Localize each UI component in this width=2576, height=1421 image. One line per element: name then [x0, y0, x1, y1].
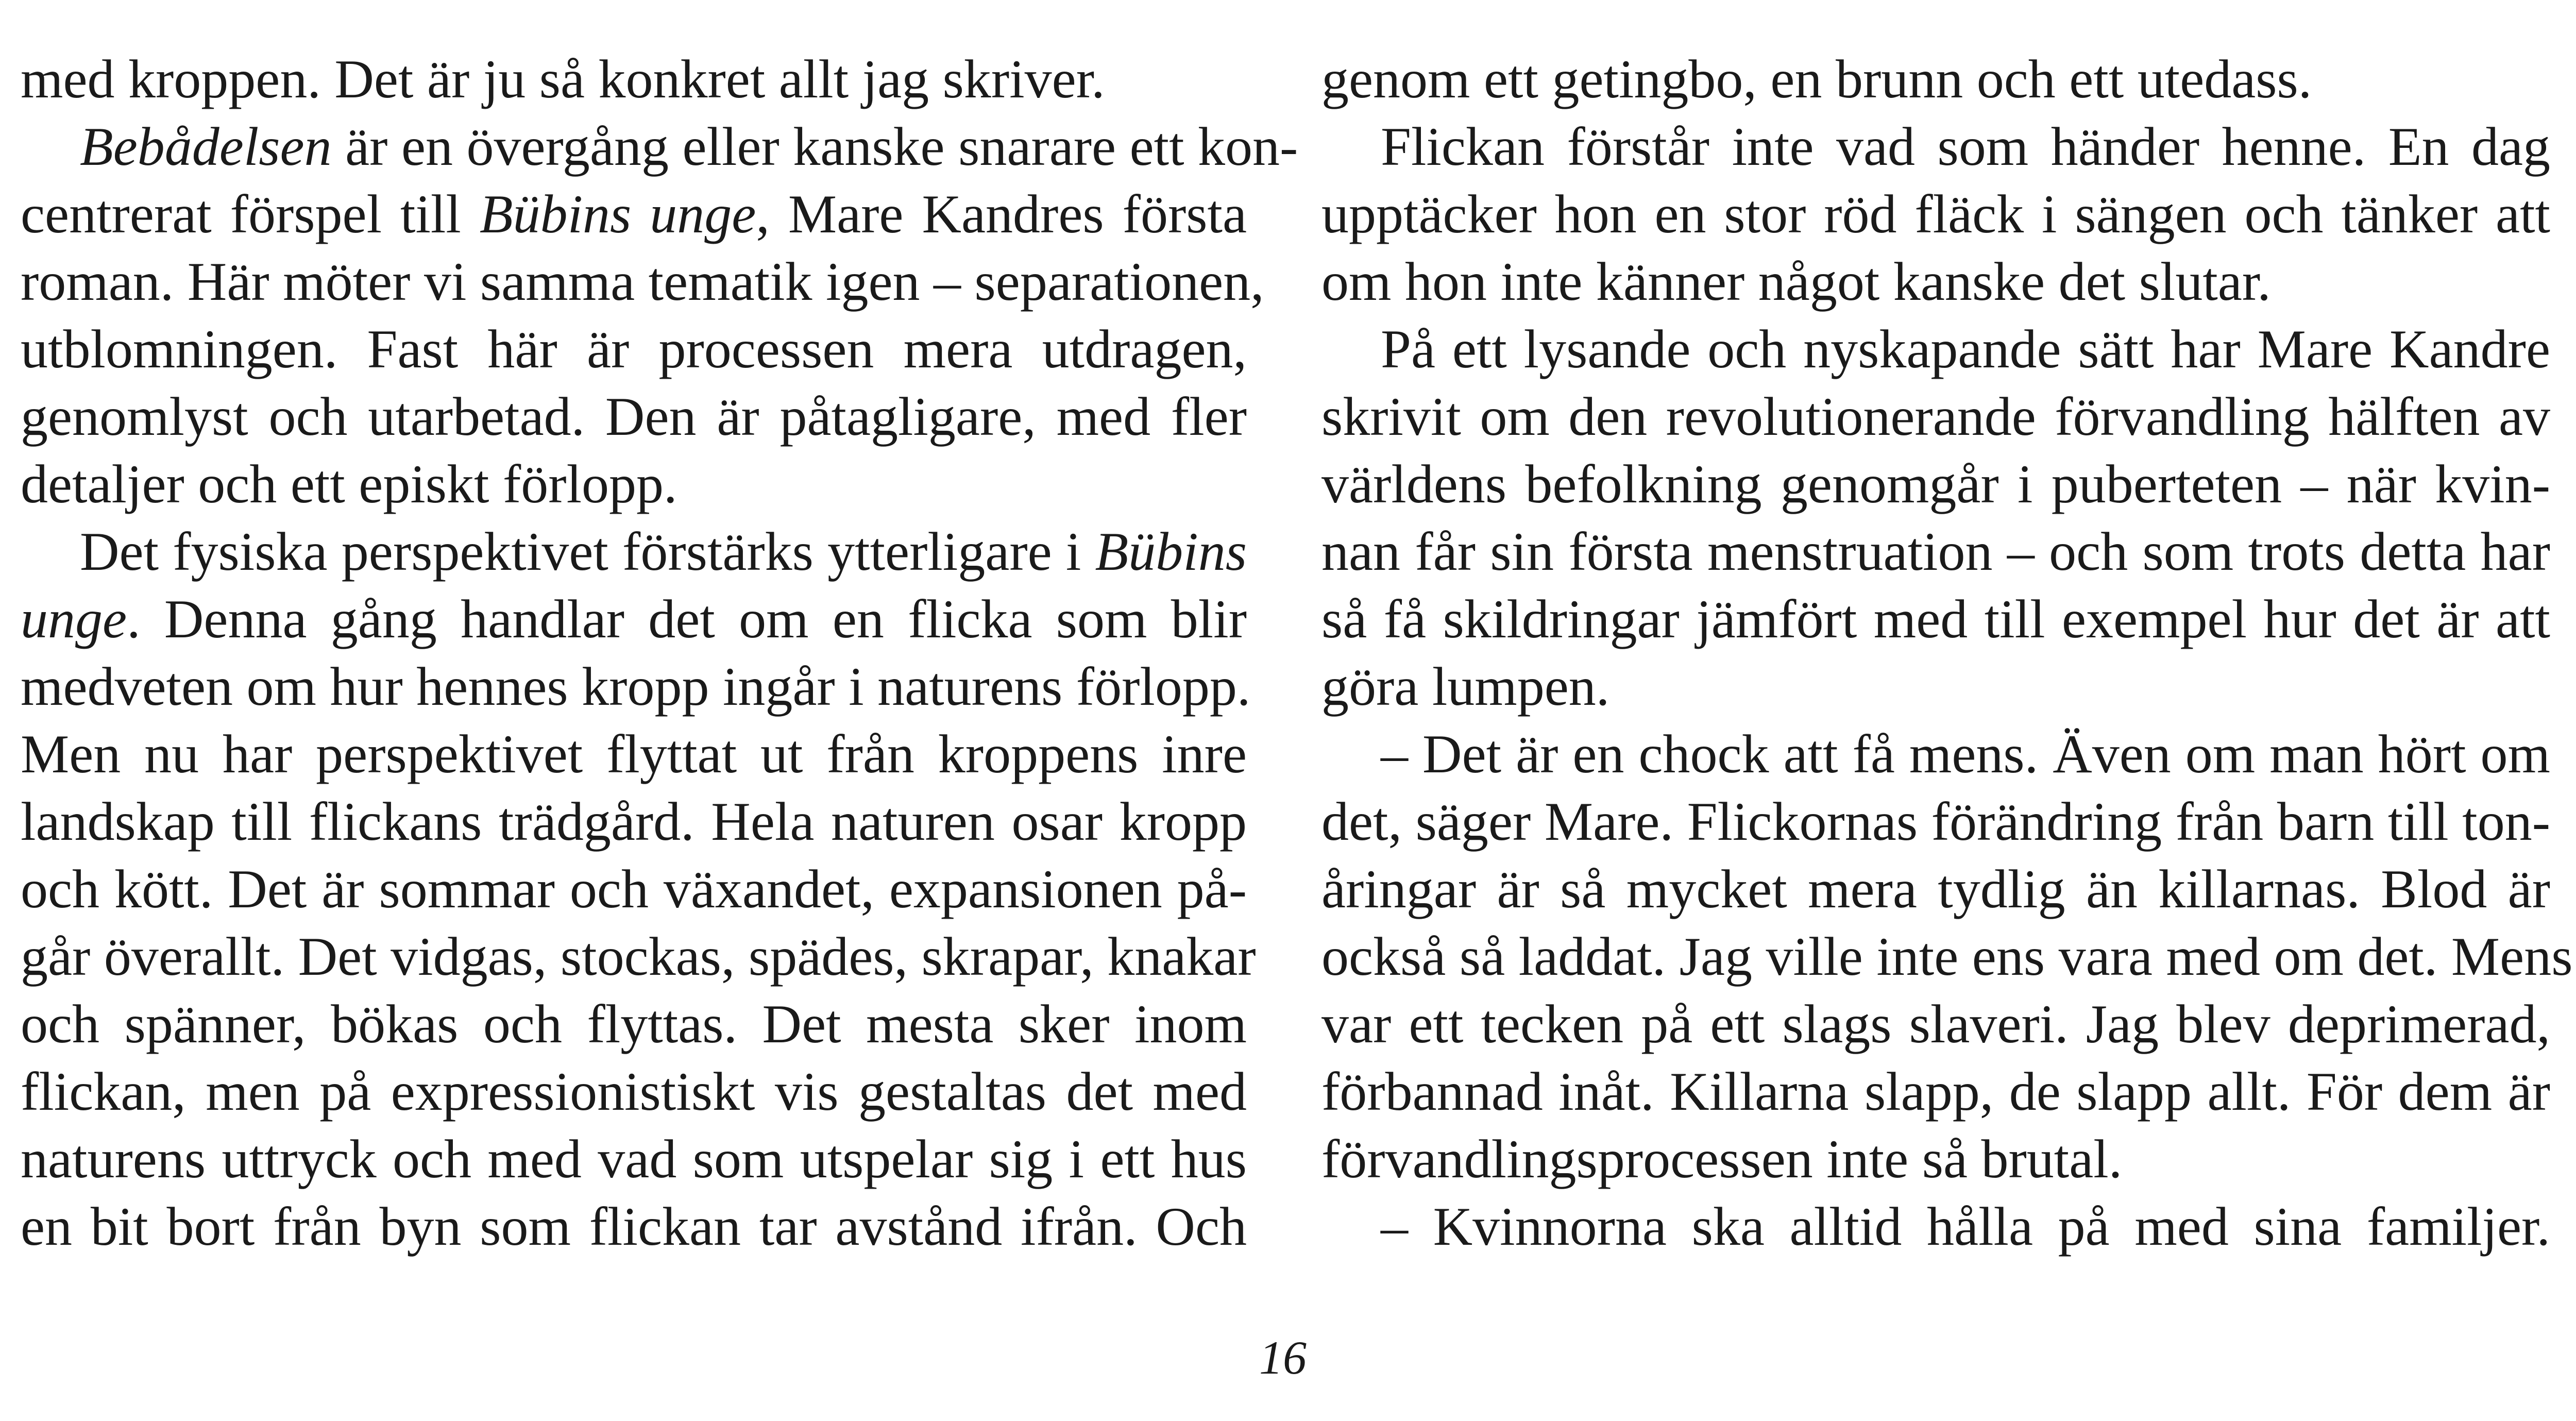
- text-line: centrerat förspel till Bübins unge, Mare Kandres första: [21, 184, 1247, 244]
- left-column: [21, 45, 1298, 1260]
- page-number: 16: [1259, 1331, 1307, 1384]
- text-line: nan får sin första menstruation – och som trots detta har: [1321, 521, 2550, 582]
- text-line: På ett lysande och nyskapande sätt har Mare Kandre: [1381, 319, 2550, 379]
- text-line: var ett tecken på ett slags slaveri. Jag blev deprimerad,: [1321, 994, 2550, 1054]
- text-line: genom ett getingbo, en brunn och ett utedass.: [1321, 49, 2312, 109]
- text-line: med kroppen. Det är ju så konkret allt jag skriver.: [21, 49, 1105, 109]
- text-line: förvandlingsprocessen inte så brutal.: [1321, 1129, 2123, 1189]
- text-line: unge. Denna gång handlar det om en flicka som blir: [21, 589, 1247, 649]
- text-line: skrivit om den revolutionerande förvandling hälften av: [1321, 386, 2550, 447]
- text-line: naturens uttryck och med vad som utspelar sig i ett hus: [21, 1129, 1247, 1189]
- text-line: roman. Här möter vi samma tematik igen – separationen,: [21, 251, 1264, 312]
- text-line: och spänner, bökas och flyttas. Det mesta sker inom: [21, 994, 1247, 1054]
- text-line: om hon inte känner något kanske det slutar.: [1321, 251, 2271, 312]
- text-line: – Det är en chock att få mens. Även om man hört om: [1381, 724, 2550, 784]
- text-line: flickan, men på expressionistiskt vis gestaltas det med: [21, 1061, 1247, 1122]
- text-line: förbannad inåt. Killarna slapp, de slapp allt. För dem är: [1321, 1061, 2550, 1122]
- text-line: Flickan förstår inte vad som händer henne. En dag: [1381, 116, 2550, 177]
- text-line: medveten om hur hennes kropp ingår i naturens förlopp.: [21, 656, 1251, 717]
- text-line: och kött. Det är sommar och växandet, expansionen på-: [21, 859, 1247, 919]
- text-line: också så laddat. Jag ville inte ens vara med om det. Mens: [1321, 926, 2573, 987]
- text-line: världens befolkning genomgår i puberteten – när kvin-: [1321, 454, 2550, 514]
- text-line: Det fysiska perspektivet förstärks ytterligare i Bübins: [80, 521, 1247, 582]
- text-line: så få skildringar jämfört med till exempel hur det är att: [1321, 589, 2550, 649]
- text-line: det, säger Mare. Flickornas förändring från barn till ton-: [1321, 791, 2550, 852]
- text-line: göra lumpen.: [1321, 656, 1610, 717]
- text-line: landskap till flickans trädgård. Hela naturen osar kropp: [21, 791, 1247, 852]
- text-line: Men nu har perspektivet flyttat ut från kroppens inre: [21, 724, 1247, 784]
- text-line: upptäcker hon en stor röd fläck i sängen och tänker att: [1321, 184, 2550, 244]
- text-line: detaljer och ett episkt förlopp.: [21, 454, 677, 514]
- right-column: [1321, 45, 2573, 1260]
- text-line: åringar är så mycket mera tydlig än killarnas. Blod är: [1321, 859, 2550, 919]
- text-line: en bit bort från byn som flickan tar avstånd ifrån. Och: [21, 1196, 1247, 1257]
- text-line: Bebådelsen är en övergång eller kanske snarare ett kon-: [80, 116, 1298, 177]
- text-line: genomlyst och utarbetad. Den är påtagligare, med fler: [21, 386, 1247, 447]
- text-line: – Kvinnorna ska alltid hålla på med sina familjer.: [1381, 1196, 2550, 1257]
- text-line: går överallt. Det vidgas, stockas, spädes, skrapar, knakar: [21, 926, 1256, 987]
- text-line: utblomningen. Fast här är processen mera utdragen,: [21, 319, 1247, 379]
